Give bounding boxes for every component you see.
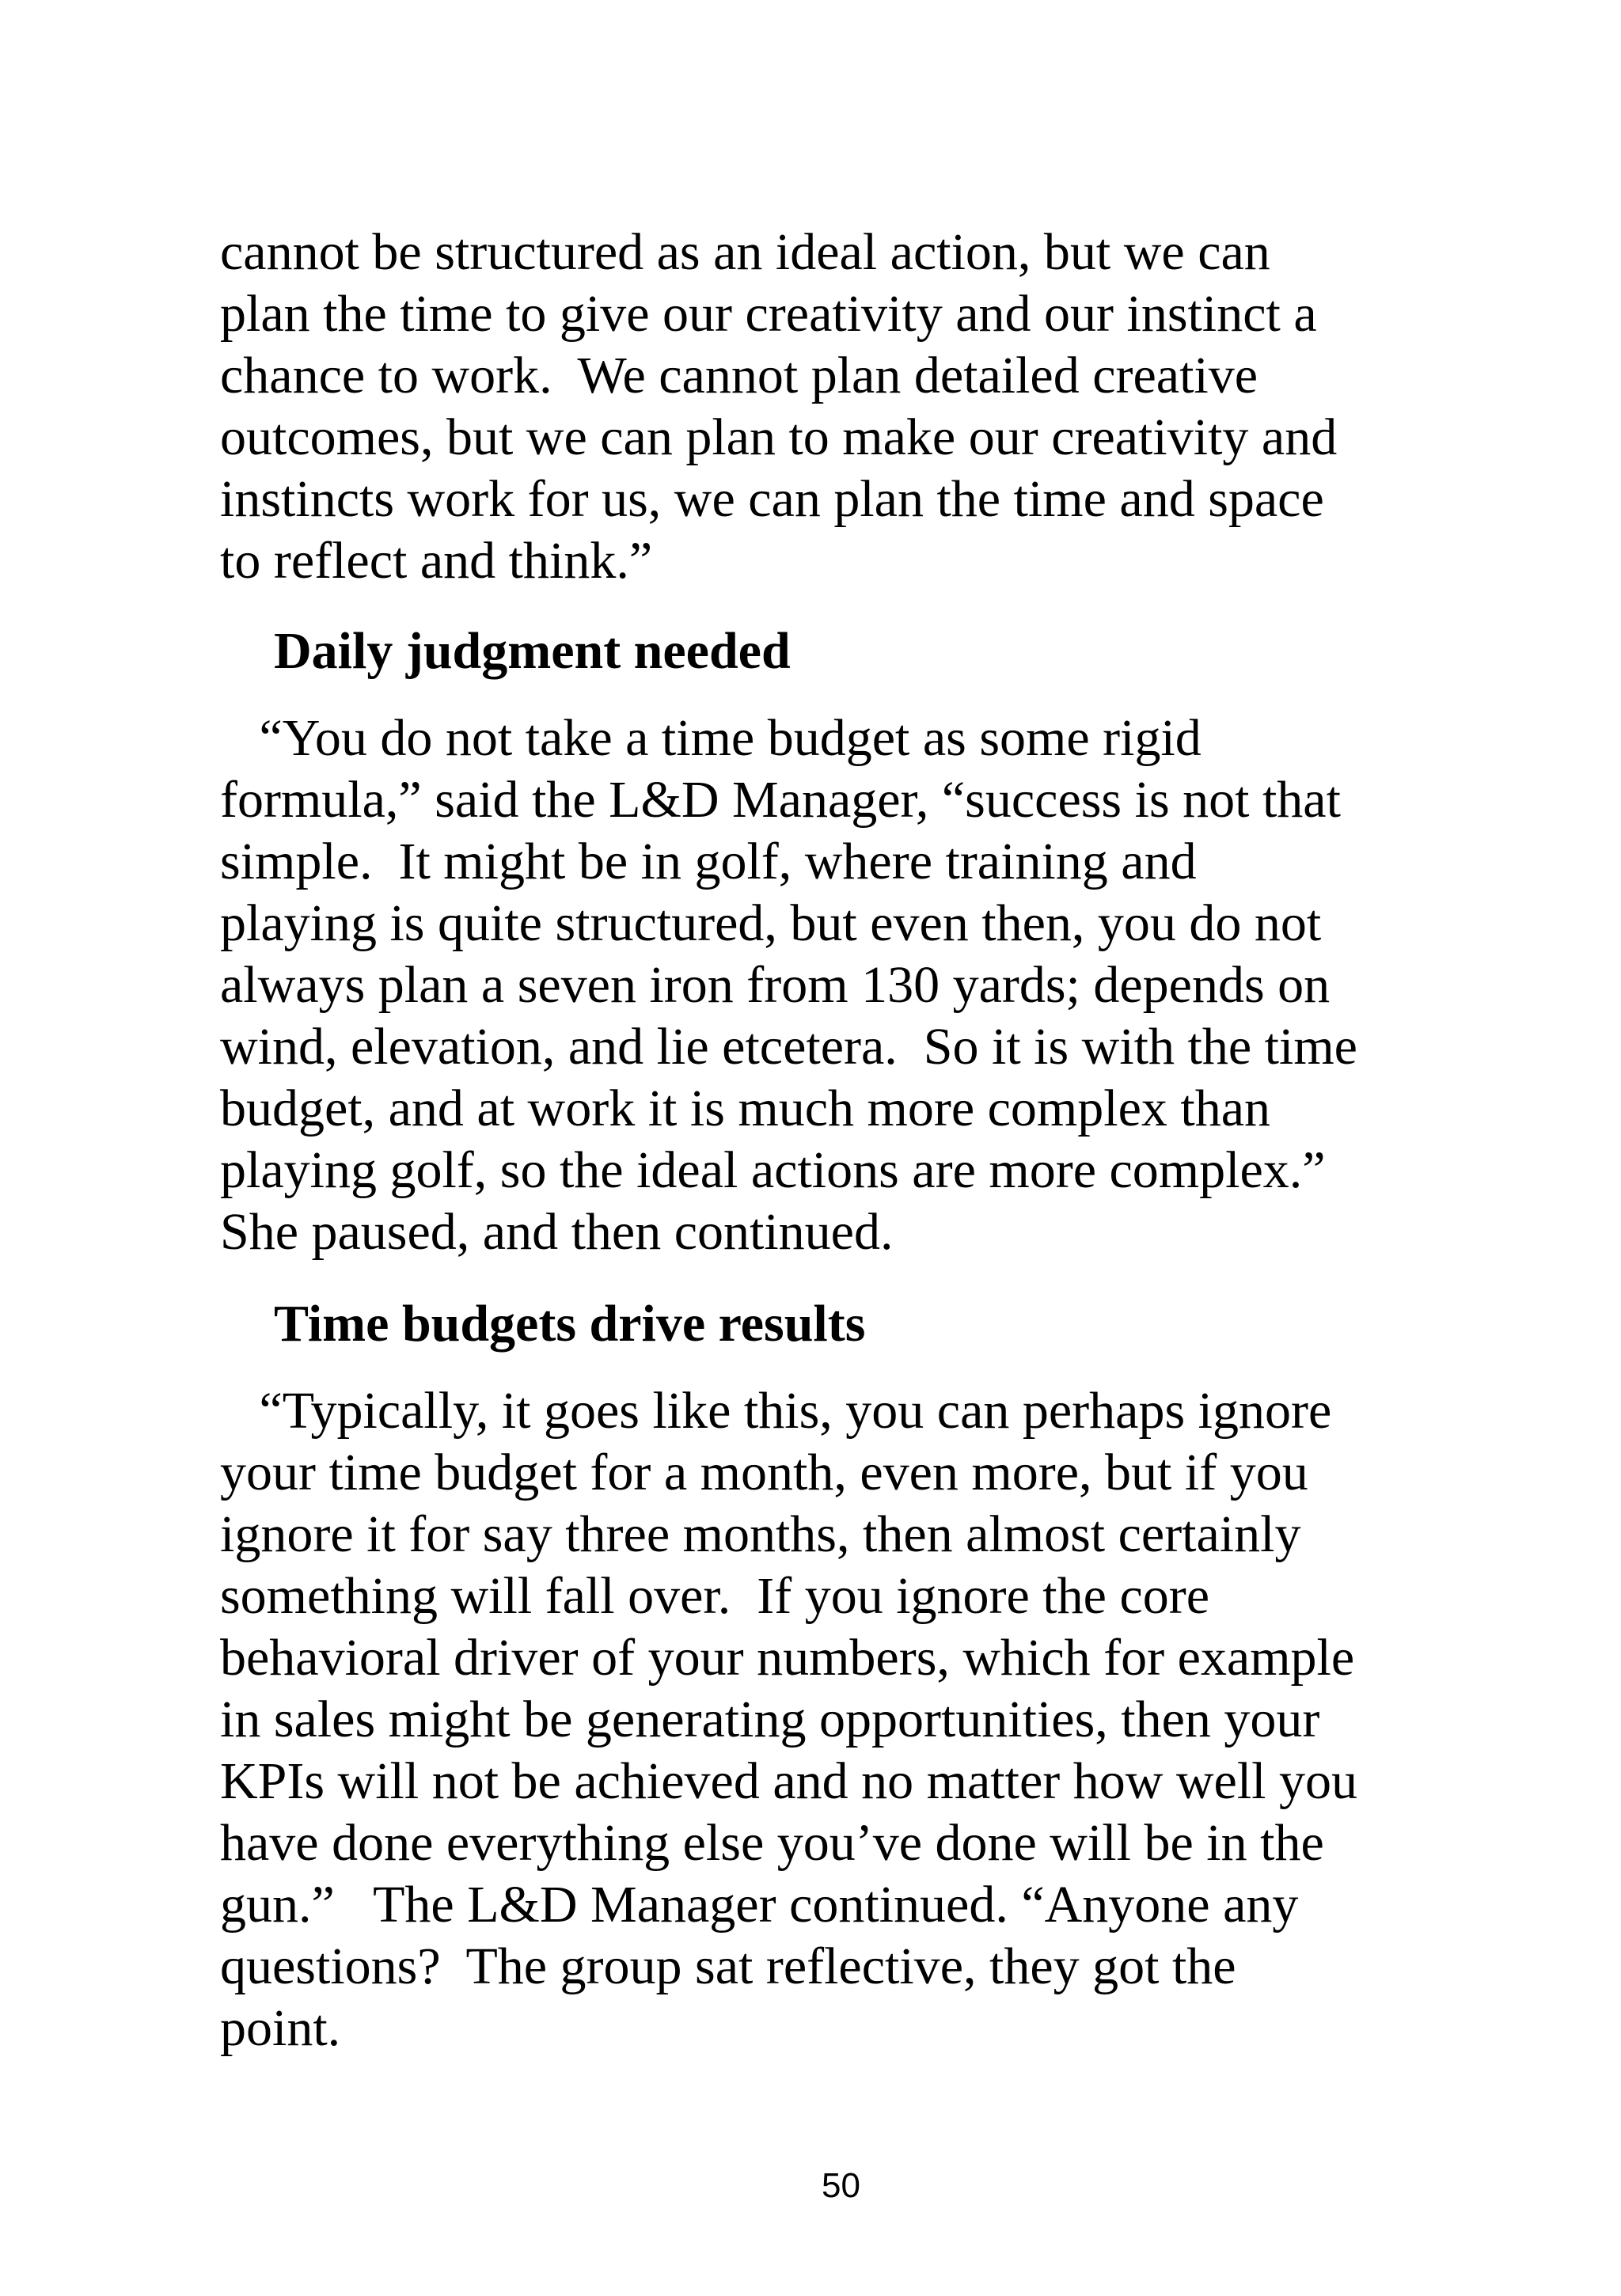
- paragraph-3: [220, 1380, 1423, 2059]
- text-line: KPIs will not be achieved and no matter how well you: [220, 1752, 1358, 1810]
- text-line: something will fall over. If you ignore the core: [220, 1567, 1210, 1625]
- text-line: point.: [220, 1999, 341, 2057]
- text-line: cannot be structured as an ideal action, but we can: [220, 223, 1270, 281]
- text-line: always plan a seven iron from 130 yards; depends on: [220, 956, 1331, 1014]
- text-line: ignore it for say three months, then almost certainly: [220, 1505, 1301, 1563]
- text-line: playing golf, so the ideal actions are more complex.”: [220, 1141, 1326, 1199]
- text-line: to reflect and think.”: [220, 532, 653, 590]
- text-line: have done everything else you’ve done will be in the: [220, 1814, 1324, 1872]
- text-line: plan the time to give our creativity and our instinct a: [220, 285, 1317, 343]
- text-line: gun.” The L&D Manager continued. “Anyone any: [220, 1876, 1299, 1934]
- paragraph-1: [220, 222, 1423, 592]
- text-line: formula,” said the L&D Manager, “success is not that: [220, 771, 1341, 829]
- text-line: chance to work. We cannot plan detailed creative: [220, 347, 1258, 404]
- text-line: “You do not take a time budget as some rigid: [220, 709, 1202, 767]
- text-line: outcomes, but we can plan to make our creativity and: [220, 408, 1338, 466]
- text-line: “Typically, it goes like this, you can perhaps ignore: [220, 1382, 1332, 1440]
- text-line: behavioral driver of your numbers, which for example: [220, 1629, 1355, 1687]
- text-line: simple. It might be in golf, where training and: [220, 833, 1197, 890]
- page-number: 50: [822, 2166, 860, 2205]
- text-line: wind, elevation, and lie etcetera. So it is with the time: [220, 1018, 1357, 1076]
- text-line: your time budget for a month, even more, but if you: [220, 1444, 1308, 1501]
- text-line: instincts work for us, we can plan the time and space: [220, 470, 1324, 528]
- text-line: in sales might be generating opportunities, then your: [220, 1691, 1320, 1748]
- text-line: budget, and at work it is much more complex than: [220, 1080, 1271, 1137]
- text-line: playing is quite structured, but even then, you do not: [220, 894, 1322, 952]
- section-heading-time-budgets: Time budgets drive results: [274, 1295, 866, 1353]
- text-line: questions? The group sat reflective, they got the: [220, 1937, 1236, 1995]
- paragraph-2: [220, 708, 1423, 1263]
- section-heading-daily-judgment: Daily judgment needed: [274, 622, 791, 680]
- text-line: She paused, and then continued.: [220, 1203, 894, 1261]
